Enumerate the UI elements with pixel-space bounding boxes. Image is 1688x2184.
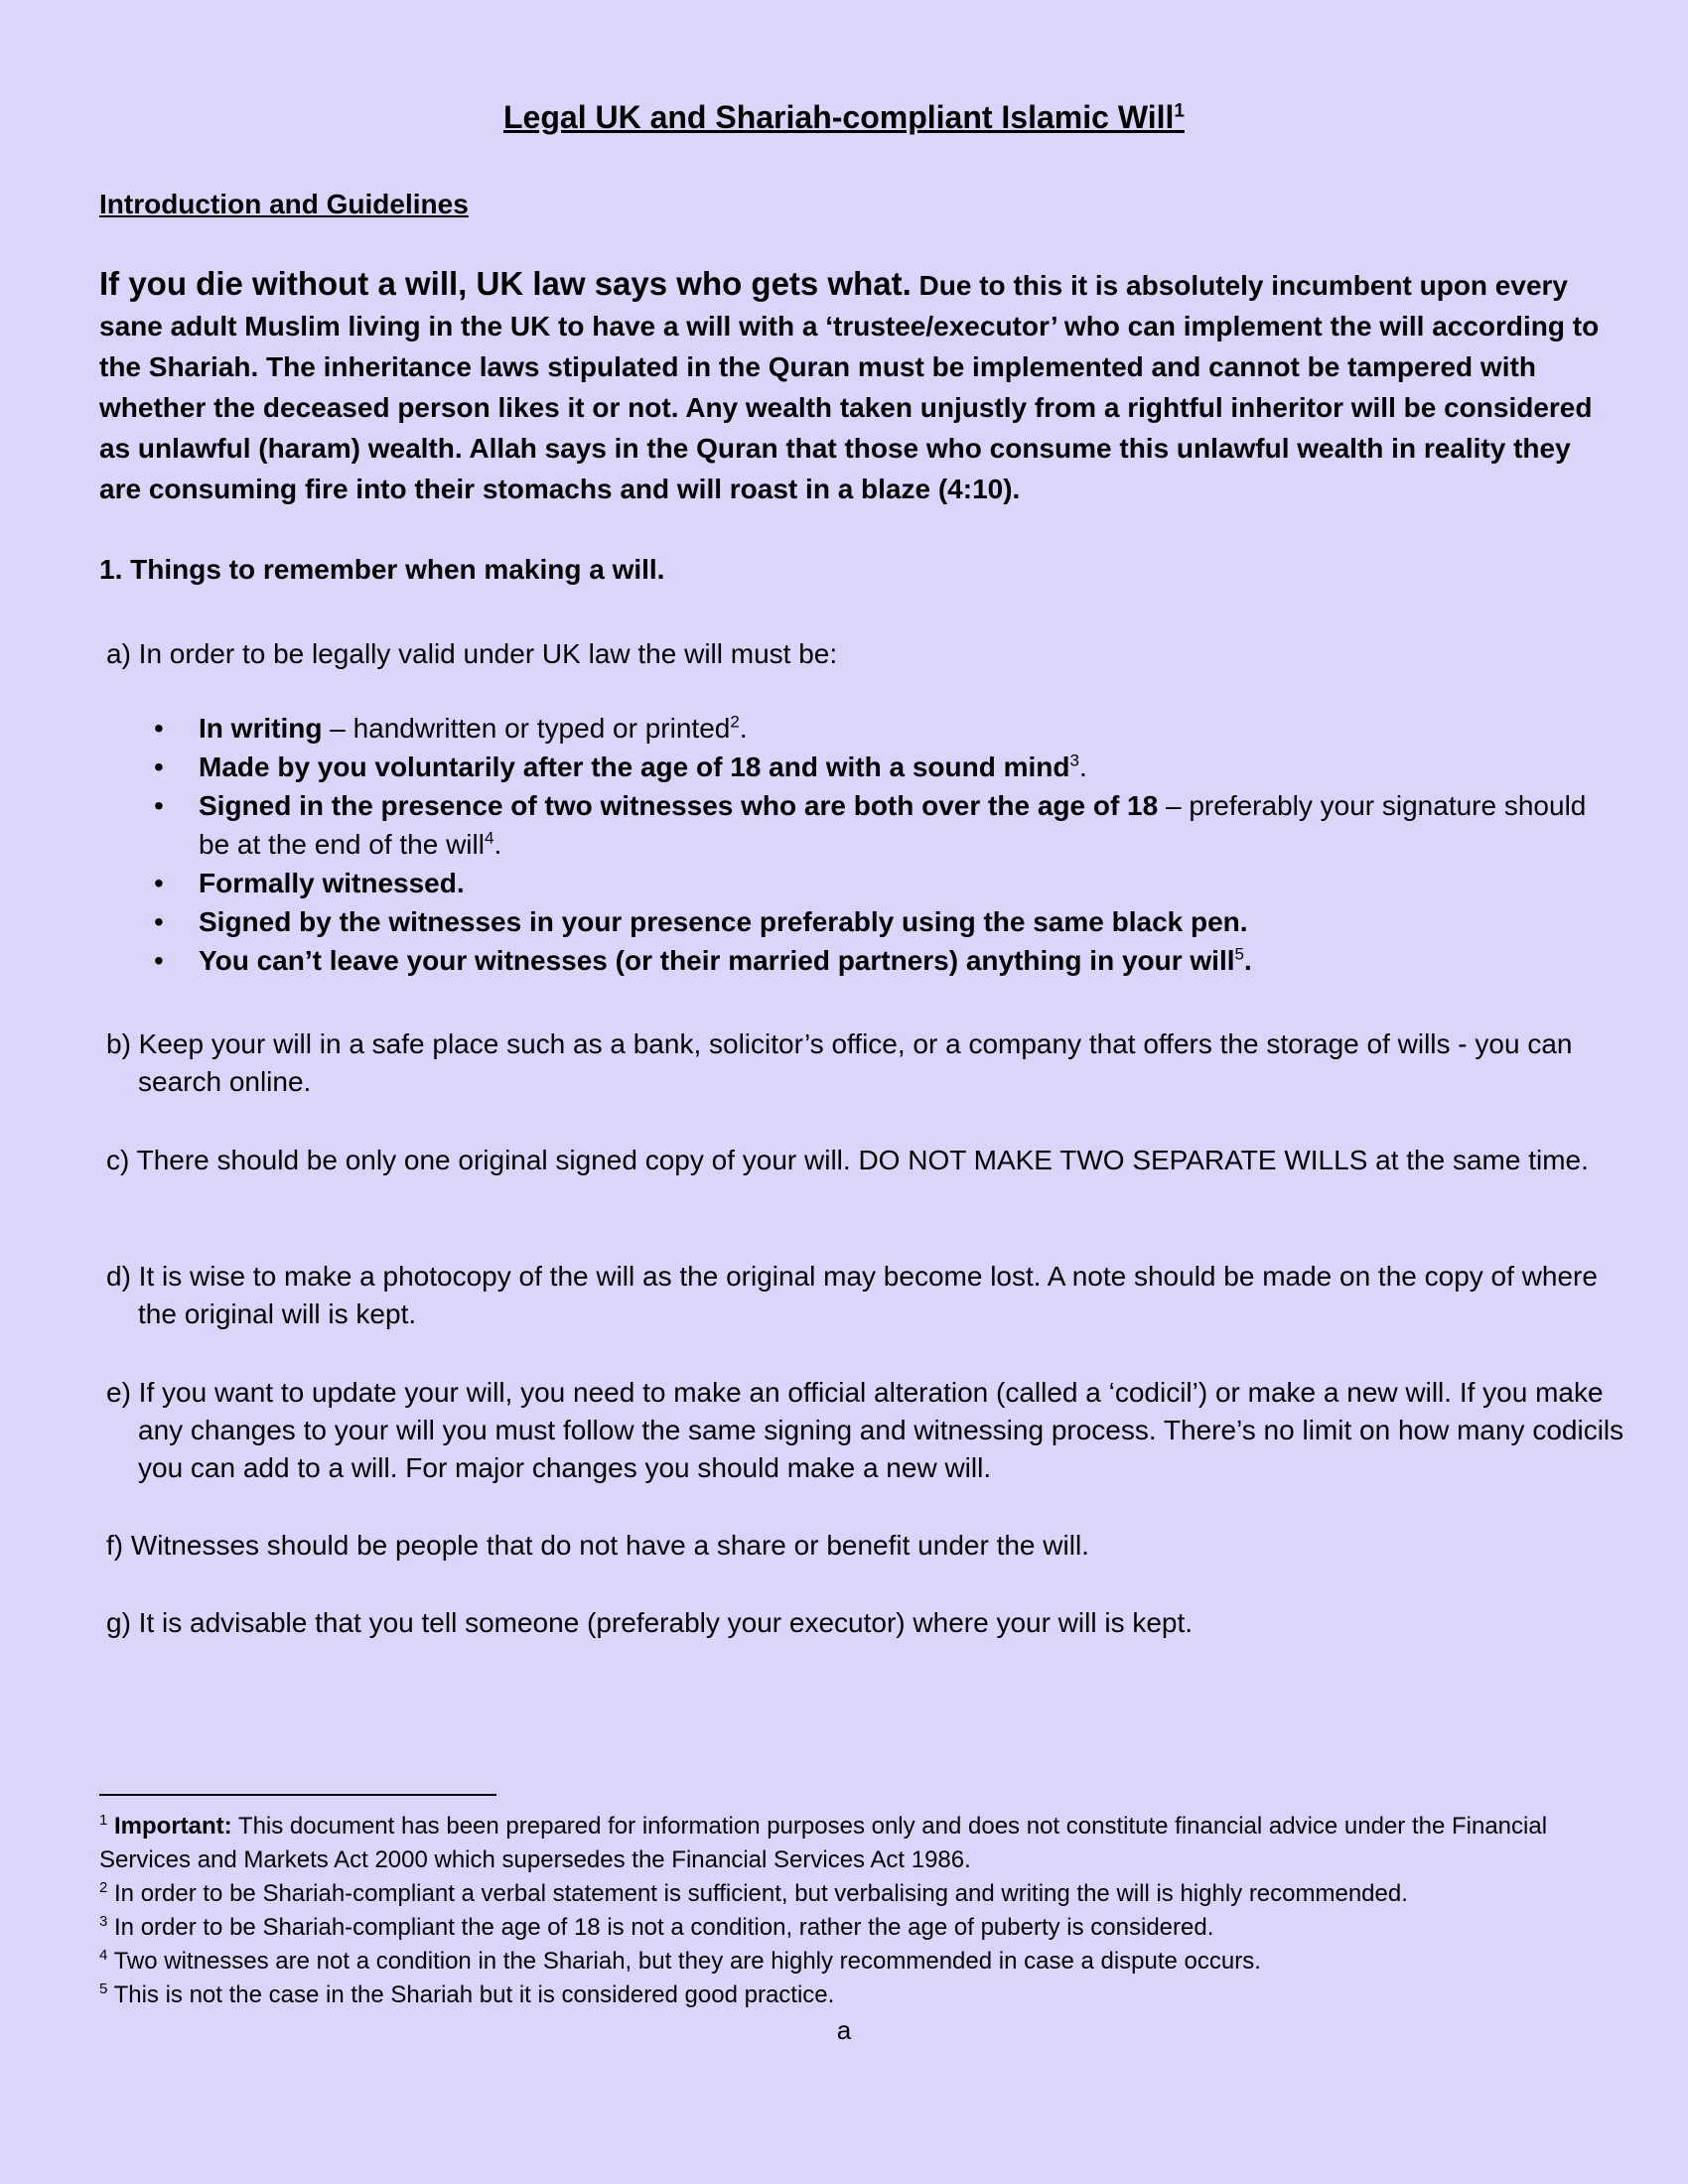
bullet-marker: • [154, 945, 164, 976]
footnote [99, 1810, 1609, 1877]
section-subheading: Introduction and Guidelines [99, 189, 469, 219]
list-item-d: d) It is wise to make a photocopy of the will as the original may become lost. A note should be made on the copy of where the original will is kept. [106, 1261, 1598, 1329]
bullet-item [154, 902, 1589, 941]
bullet-item [154, 786, 1589, 864]
footnote-ref: 2 [730, 712, 740, 732]
footnote-ref: 4 [484, 828, 494, 848]
footnote-ref: 1 [1174, 100, 1185, 122]
intro-paragraph [99, 263, 1609, 509]
bullet-item [154, 709, 1589, 748]
footnote [99, 1979, 1609, 2012]
footnote-text: In order to be Shariah-compliant the age of 18 is not a condition, rather the age of puberty is considered. [107, 1914, 1214, 1941]
list-item-f: f) Witnesses should be people that do not have a share or benefit under the will. [106, 1530, 1089, 1561]
bullet-bold: Formally witnessed. [199, 868, 465, 898]
bullet-end: . [1078, 751, 1087, 782]
page-number: a [836, 2015, 852, 2045]
list-item-e: e) If you want to update your will, you need to make an official alteration (called a ‘codicil’) or make a new will. If you make any changes to your will you must follow the same signing and witnessing process. There’s no limit on how many codicils you can add to a will. For major changes you should make a new will. [106, 1377, 1624, 1483]
list-item-a: a) In order to be legally valid under UK law the will must be: [106, 638, 838, 669]
bullet-bold: Signed in the presence of two witnesses who are both over the age of 18 [199, 790, 1159, 821]
footnote [99, 1877, 1609, 1911]
intro-body: Due to this it is absolutely incumbent upon every sane adult Muslim living in the UK to have a will with a ‘trustee/executor’ who can implement the will according to the Shariah. The inheritance laws stipulated in the Quran must be implemented and cannot be tampered with whether the deceased person likes it or not. Any wealth taken unjustly from a rightful inheritor will be considered as unlawful (haram) wealth. Allah says in the Quran that those who consume this unlawful wealth in reality they are consuming fire into their stomachs and will roast in a blaze (4:10). [99, 270, 1600, 504]
bullet-marker: • [154, 790, 164, 821]
footnotes [99, 1810, 1609, 2012]
footnote [99, 1911, 1609, 1945]
bullet-marker: • [154, 713, 164, 744]
footnote-text: This document has been prepared for information purposes only and does not constitute financial advice under the Financial Services and Markets Act 2000 which supersedes the Financial Services Act 1986. [99, 1813, 1548, 1873]
footnote-number: 4 [99, 1947, 108, 1964]
bullet-text: – preferably your signature should be at the end of the will [199, 790, 1587, 860]
footnote-ref: 5 [1234, 944, 1244, 964]
document-title [0, 99, 1688, 136]
list-item-g: g) It is advisable that you tell someone (preferably your executor) where your will is kept. [106, 1607, 1194, 1638]
footnote-text: Two witnesses are not a condition in the Shariah, but they are highly recommended in case a dispute occurs. [107, 1948, 1261, 1975]
bullet-end: . [1244, 945, 1252, 976]
bullet-bold: Signed by the witnesses in your presence preferably using the same black pen. [199, 906, 1248, 937]
section-heading: 1. Things to remember when making a will. [99, 554, 665, 585]
intro-lead: If you die without a will, UK law says who gets what. [99, 265, 912, 302]
list-item-b: b) Keep your will in a safe place such as a bank, solicitor’s office, or a company that offers the storage of wills - you can search online. [106, 1028, 1573, 1097]
title-text: Legal UK and Shariah-compliant Islamic Will [503, 99, 1175, 135]
footnote-bold: Important: [114, 1813, 232, 1840]
list-item-c: c) There should be only one original signed copy of your will. DO NOT MAKE TWO SEPARATE WILLS at the same time. [106, 1145, 1589, 1175]
footnote-number: 3 [99, 1913, 108, 1930]
bullet-bold: You can’t leave your witnesses (or their married partners) anything in your will [199, 945, 1235, 976]
footnote [99, 1945, 1609, 1979]
bullet-item [154, 941, 1589, 980]
footnote-text: In order to be Shariah-compliant a verbal statement is sufficient, but verbalising and writing the will is highly recommended. [107, 1880, 1408, 1907]
footnote-number: 1 [99, 1812, 108, 1829]
bullet-item [154, 748, 1589, 786]
footnote-number: 2 [99, 1879, 108, 1896]
requirements-list [154, 709, 1589, 980]
bullet-bold: In writing [199, 713, 323, 744]
bullet-text: – handwritten or typed or printed [322, 713, 731, 744]
bullet-marker: • [154, 751, 164, 782]
footnote-separator [99, 1794, 496, 1796]
bullet-end: . [493, 829, 502, 860]
bullet-marker: • [154, 868, 164, 898]
bullet-bold: Made by you voluntarily after the age of 18 and with a sound mind [199, 751, 1070, 782]
bullet-end: . [739, 713, 748, 744]
footnote-ref: 3 [1069, 751, 1079, 770]
bullet-marker: • [154, 906, 164, 937]
bullet-item [154, 864, 1589, 902]
footnote-number: 5 [99, 1980, 108, 1997]
footnote-text: This is not the case in the Shariah but it is considered good practice. [107, 1981, 835, 2008]
